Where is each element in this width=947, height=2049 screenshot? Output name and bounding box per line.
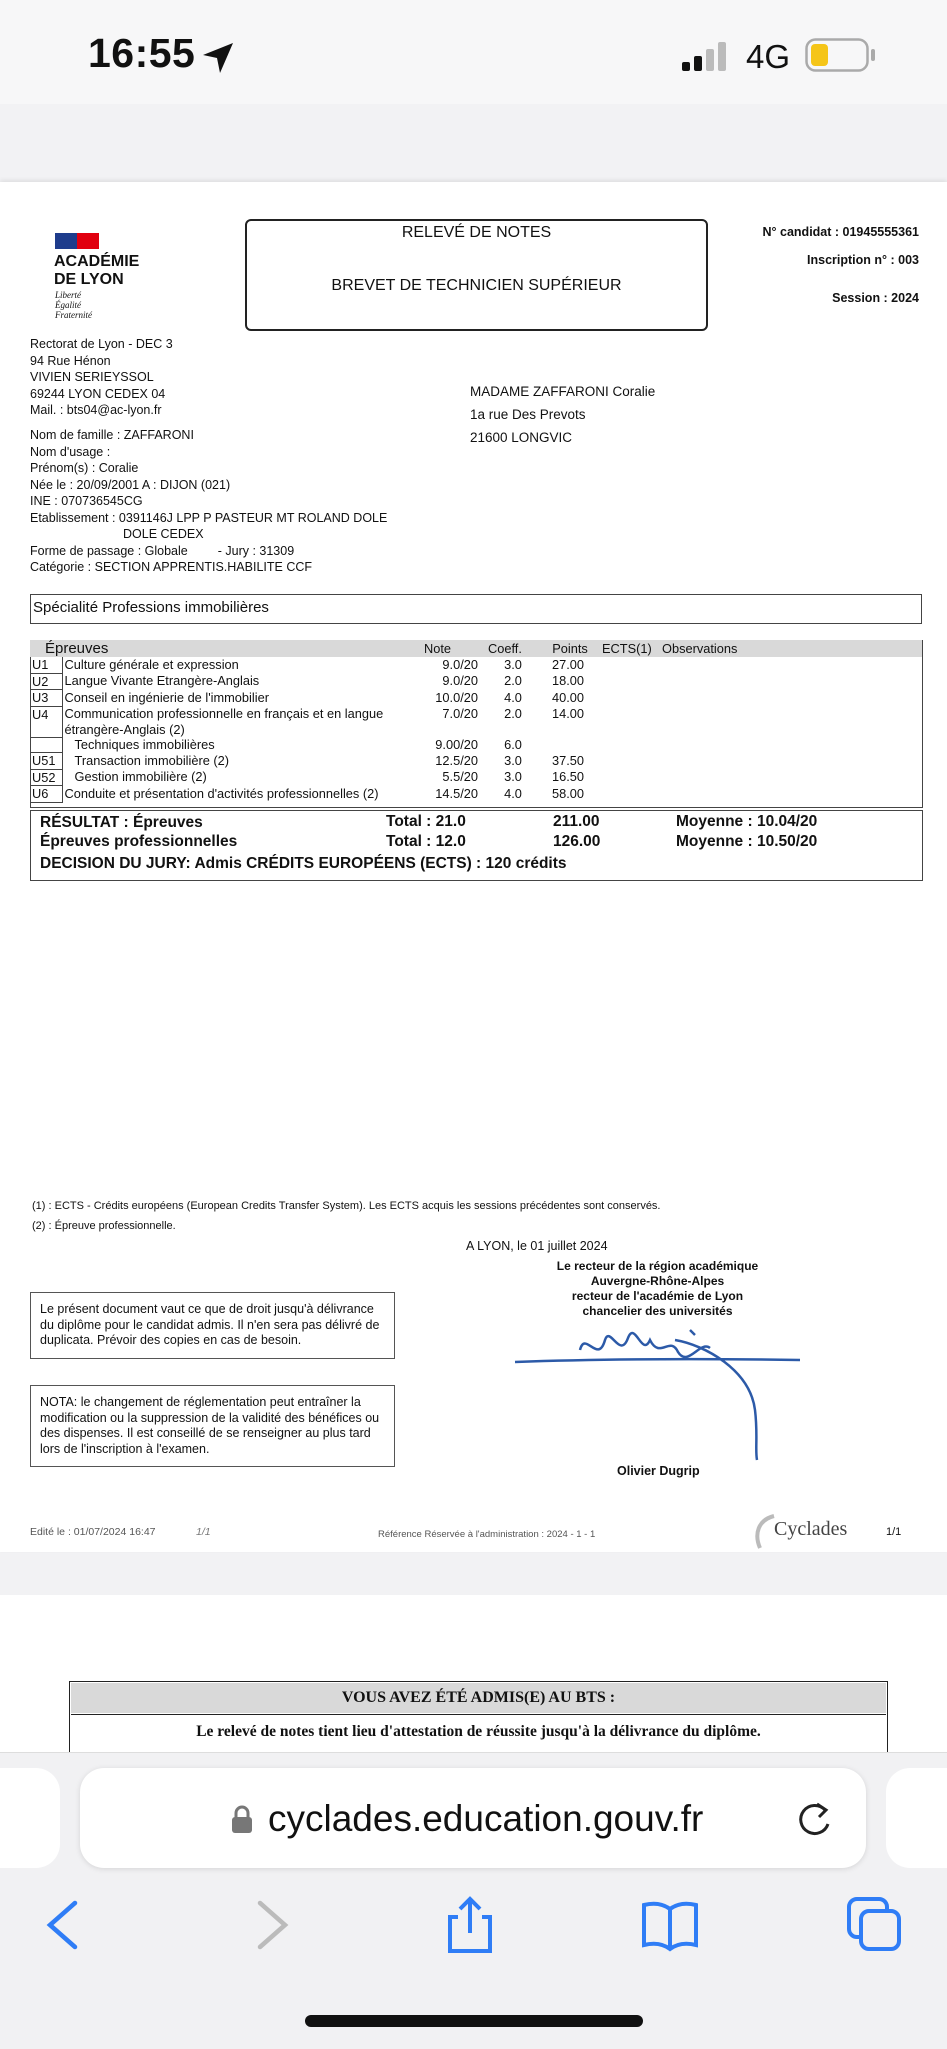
grade-points: 58.00: [551, 785, 584, 801]
location-arrow-icon: [200, 40, 236, 76]
grade-label: Communication professionnelle en français et en langue étrangère-Anglais (2): [64, 706, 384, 737]
bookmarks-icon[interactable]: [640, 1895, 700, 1955]
grade-points: 18.00: [551, 673, 584, 688]
grade-note: 9.0/20: [442, 673, 478, 688]
specialite: Spécialité Professions immobilières: [30, 594, 922, 624]
grade-code: U3: [30, 690, 62, 707]
grade-ects: [600, 737, 660, 753]
grade-coeff: 2.0: [504, 706, 522, 721]
grade-ects: [600, 657, 660, 673]
grade-code: U52: [30, 769, 62, 786]
grade-coeff: 4.0: [504, 785, 522, 801]
cyclades-logo: Cyclades: [774, 1518, 848, 1540]
result-points-2: 126.00: [553, 833, 601, 850]
url-text[interactable]: cyclades.education.gouv.fr: [268, 1798, 704, 1839]
grade-ects: [600, 673, 660, 690]
grade-label: Culture générale et expression: [64, 657, 239, 672]
result-label-2: Épreuves professionnelles: [40, 833, 238, 850]
grade-coeff: 3.0: [504, 657, 522, 672]
result-total-1: Total : 21.0: [386, 813, 466, 830]
recipient-address: MADAME ZAFFARONI Coralie 1a rue Des Prevots 21600 LONGVIC: [470, 384, 656, 445]
result-total-2: Total : 12.0: [386, 833, 466, 850]
grade-coeff: 3.0: [504, 769, 522, 784]
grade-note: 12.5/20: [435, 752, 478, 768]
grade-note: 7.0/20: [442, 706, 478, 721]
grade-label: Conduite et présentation d'activités professionnelles (2): [64, 785, 379, 801]
grade-coeff: 6.0: [504, 737, 522, 752]
edited-date: Edité le : 01/07/2024 16:47: [30, 1526, 156, 1538]
table-row: [30, 737, 922, 753]
grade-note: 9.0/20: [442, 657, 478, 672]
reload-icon[interactable]: [795, 1798, 835, 1840]
grade-code: [30, 737, 62, 753]
table-row: [30, 706, 922, 737]
signatory-name: Olivier Dugrip: [617, 1464, 700, 1478]
footnotes: (1) : ECTS - Crédits européens (European Credits Transfer System). Les ECTS acquis les sessions précédentes sont conservés. (2) : Épreuve professionnelle.: [32, 1200, 661, 1232]
grade-code: U4: [30, 706, 62, 737]
grade-label: Conseil en ingénierie de l'immobilier: [64, 689, 269, 705]
grade-note: 14.5/20: [435, 785, 478, 801]
reference: Référence Réservée à l'administration : 2024 - 1 - 1: [378, 1529, 596, 1540]
grade-observations: [660, 673, 922, 690]
signal-icon: [680, 40, 732, 72]
grade-observations: [660, 690, 922, 707]
clock: 16:55: [88, 30, 196, 76]
sender-address: Rectorat de Lyon - DEC 3 94 Rue Hénon VIVIEN SERIEYSSOL 69244 LYON CEDEX 04 Mail. : bts04@ac-lyon.fr: [30, 337, 173, 417]
grade-ects: [600, 753, 660, 770]
grade-coeff: 4.0: [504, 689, 522, 705]
battery-icon: [805, 38, 877, 72]
next-tab-peek[interactable]: [886, 1768, 947, 1868]
grade-observations: [660, 737, 922, 753]
document-subtitle: BREVET DE TECHNICIEN SUPÉRIEUR: [331, 277, 622, 294]
network-type: 4G: [746, 38, 791, 75]
candidate-number: N° candidat : 01945555361: [762, 225, 919, 239]
grade-points: 40.00: [551, 689, 584, 705]
result-average-2: Moyenne : 10.50/20: [676, 833, 818, 850]
notice-regulation: NOTA: le changement de réglementation peut entraîner la modification ou la suppression de la validité des bénéfices ou des dispenses. Il est conseillé de se renseigner au plus tard lors de l'inscription à l'examen.: [30, 1385, 395, 1467]
candidate-info: Nom de famille : ZAFFARONI Nom d'usage : Prénom(s) : Coralie Née le : 20/09/2001 A : DIJON (021) INE : 070736545CG Etablissement : 0391146J LPP P PASTEUR MT ROLAND DOLE DOLE CEDEX Forme de passage : Globale - Jury : 31309 Catégorie : SECTION APPRENTIS.HABILITE CCF: [30, 428, 388, 574]
previous-tab-peek[interactable]: [0, 1768, 60, 1868]
grade-label: Transaction immobilière (2): [74, 752, 230, 768]
grade-ects: [600, 690, 660, 707]
grade-coeff: 3.0: [504, 752, 522, 768]
grade-label: Gestion immobilière (2): [74, 769, 207, 784]
grade-note: 9.00/20: [435, 737, 478, 752]
notice-validity: Le présent document vaut ce que de droit jusqu'à délivrance du diplôme pour le candidat admis. Il n'en sera pas délivré de duplicata. Prévoir des copies en cas de besoin.: [30, 1292, 395, 1359]
academy-name: ACADÉMIE DE LYON: [54, 253, 140, 288]
grade-points: [540, 737, 600, 753]
result-points-1: 211.00: [553, 813, 600, 830]
marianne-flag-icon: [55, 233, 99, 249]
grade-ects: [600, 706, 660, 737]
document-title: RELEVÉ DE NOTES: [401, 224, 552, 241]
grade-points: 27.00: [551, 657, 584, 672]
grade-note: 5.5/20: [442, 769, 478, 784]
session: Session : 2024: [832, 291, 919, 305]
grade-code: U6: [30, 786, 62, 803]
grade-label: Langue Vivante Etrangère-Anglais: [64, 673, 260, 688]
grade-code: U1: [30, 657, 62, 673]
grade-observations: [660, 769, 922, 786]
grades-table: [30, 640, 922, 803]
share-icon[interactable]: [440, 1895, 500, 1955]
jury-decision: DECISION DU JURY: Admis CRÉDITS EUROPÉENS (ECTS) : 120 crédits: [40, 855, 567, 872]
home-indicator: [305, 2015, 643, 2027]
grade-label: Techniques immobilières: [74, 737, 215, 752]
table-row: [30, 753, 922, 770]
table-row: [30, 786, 922, 803]
signatory-title: Le recteur de la région académique Auvergne-Rhône-Alpes recteur de l'académie de Lyon chancelier des universités: [556, 1259, 759, 1318]
page-count-right: 1/1: [886, 1526, 902, 1538]
grade-observations: [660, 706, 922, 737]
back-icon[interactable]: [35, 1895, 95, 1955]
grade-observations: [660, 753, 922, 770]
admission-text: Le relevé de notes tient lieu d'attestation de réussite jusqu'à la délivrance du diplôme.: [196, 1723, 761, 1740]
grade-points: 14.00: [551, 706, 584, 721]
tabs-icon[interactable]: [845, 1895, 905, 1955]
lock-icon: [230, 1805, 254, 1835]
table-header: Épreuves Note Coeff. Points ECTS(1) Observations: [30, 640, 922, 657]
grade-ects: [600, 769, 660, 786]
grade-code: U51: [30, 753, 62, 770]
table-row: [30, 673, 922, 690]
page-count-left: 1/1: [196, 1526, 211, 1538]
inscription-number: Inscription n° : 003: [807, 253, 919, 267]
grade-note: 10.0/20: [435, 689, 478, 705]
table-row: [30, 657, 922, 673]
motto: Liberté Égalité Fraternité: [55, 290, 92, 320]
table-row: [30, 690, 922, 707]
grade-observations: [660, 786, 922, 803]
grade-coeff: 2.0: [504, 673, 522, 688]
grade-points: 37.50: [551, 752, 584, 768]
admission-banner: VOUS AVEZ ÉTÉ ADMIS(E) AU BTS :: [71, 1683, 886, 1713]
signature-image: [510, 1320, 810, 1465]
result-average-1: Moyenne : 10.04/20: [676, 813, 818, 830]
grade-observations: [660, 657, 922, 673]
place-date: A LYON, le 01 juillet 2024: [466, 1239, 608, 1253]
result-label-1: RÉSULTAT : Épreuves: [40, 814, 203, 831]
grade-points: 16.50: [551, 769, 584, 784]
grade-code: U2: [30, 673, 62, 690]
grade-ects: [600, 786, 660, 803]
forward-icon[interactable]: [240, 1895, 300, 1955]
table-row: [30, 769, 922, 786]
